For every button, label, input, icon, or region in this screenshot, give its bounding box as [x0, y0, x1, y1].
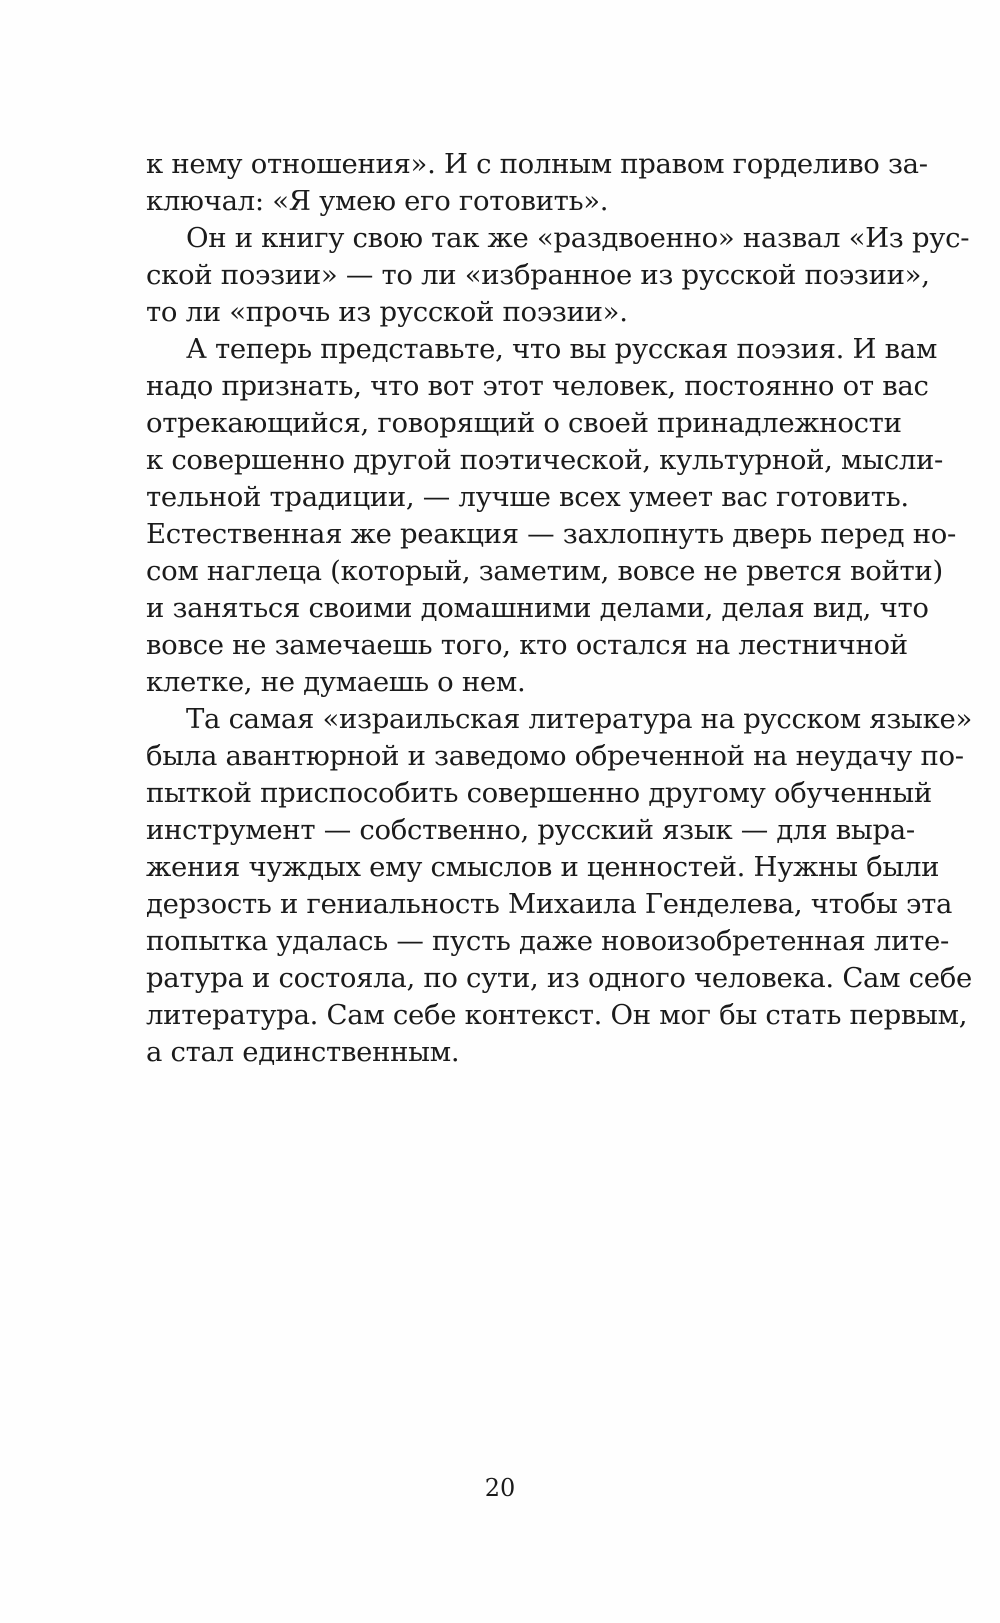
text-line: А теперь представьте, что вы русская поэзия. И вам: [186, 333, 938, 365]
text-line: инструмент — собственно, русский язык — для выра-: [146, 814, 915, 846]
text-line: вовсе не замечаешь того, кто остался на лестничной: [146, 629, 908, 661]
text-line: сом наглеца (который, заметим, вовсе не рвется войти): [146, 555, 943, 587]
text-line: ратура и состояла, по сути, из одного человека. Сам себе: [146, 962, 972, 994]
text-line: и заняться своими домашними делами, делая вид, что: [146, 592, 929, 624]
text-line: клетке, не думаешь о нем.: [146, 666, 526, 698]
page-number: 20: [484, 1474, 516, 1502]
text-line: Он и книгу свою так же «раздвоенно» назвал «Из рус-: [186, 222, 970, 254]
text-line: пыткой приспособить совершенно другому обученный: [146, 777, 932, 809]
text-line: тельной традиции, — лучше всех умеет вас готовить.: [146, 481, 909, 513]
body-text: [146, 146, 973, 1071]
text-line: литература. Сам себе контекст. Он мог бы стать первым,: [146, 999, 968, 1031]
text-line: жения чуждых ему смыслов и ценностей. Нужны были: [146, 851, 940, 883]
text-line: а стал единственным.: [146, 1036, 460, 1068]
text-line: отрекающийся, говорящий о своей принадлежности: [146, 407, 902, 439]
text-line: ской поэзии» — то ли «избранное из русской поэзии»,: [146, 259, 930, 291]
text-line: то ли «прочь из русской поэзии».: [146, 296, 628, 328]
text-line: к совершенно другой поэтической, культурной, мысли-: [146, 444, 944, 476]
text-line: дерзость и гениальность Михаила Генделева, чтобы эта: [146, 888, 953, 920]
text-line: попытка удалась — пусть даже новоизобретенная лите-: [146, 925, 950, 957]
text-line: была авантюрной и заведомо обреченной на неудачу по-: [146, 740, 964, 772]
text-line: ключал: «Я умею его готовить».: [146, 185, 609, 217]
text-line: надо признать, что вот этот человек, постоянно от вас: [146, 370, 929, 402]
text-line: Естественная же реакция — захлопнуть дверь перед но-: [146, 518, 957, 550]
text-line: Та самая «израильская литература на русском языке»: [186, 703, 973, 735]
text-line: к нему отношения». И с полным правом горделиво за-: [146, 148, 928, 180]
